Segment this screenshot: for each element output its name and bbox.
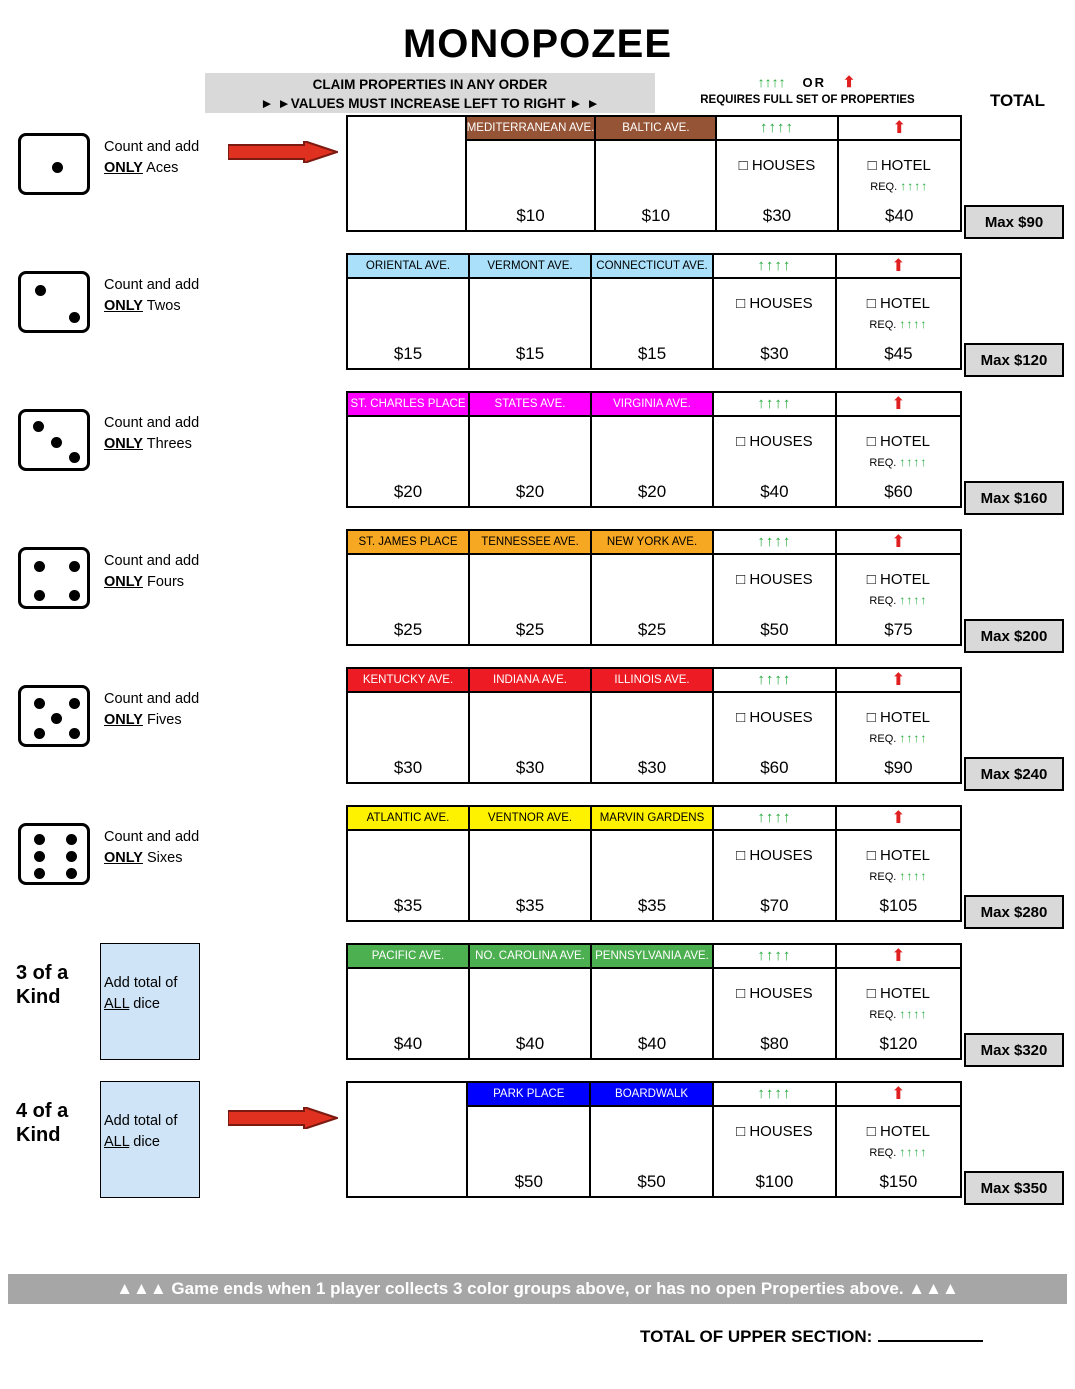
hotel-value: $120 <box>879 1034 918 1053</box>
houses-label: □ HOUSES <box>736 295 813 312</box>
property-name: PENNSYLVANIA AVE. <box>592 945 712 969</box>
die-icon-1 <box>18 133 98 195</box>
property-value: $15 <box>393 344 423 363</box>
property-cell[interactable] <box>470 669 592 782</box>
row-instruction: Add total of ALL dice <box>104 975 178 1012</box>
property-cell[interactable] <box>348 945 470 1058</box>
score-row <box>0 1081 1075 1212</box>
row-instruction: Count and add ONLY Fives <box>104 691 200 728</box>
property-name: VIRGINIA AVE. <box>592 393 712 417</box>
hotel-icon: ⬆ <box>837 945 960 969</box>
row-grid <box>346 1081 962 1198</box>
property-cell[interactable] <box>470 945 592 1058</box>
requirement-icons <box>655 73 960 92</box>
property-cell[interactable] <box>592 945 714 1058</box>
property-value: $40 <box>393 1034 423 1053</box>
property-value: $20 <box>637 482 667 501</box>
property-name: KENTUCKY AVE. <box>348 669 468 693</box>
houses-value: $100 <box>755 1172 794 1191</box>
property-value: $20 <box>393 482 423 501</box>
property-value: $35 <box>515 896 545 915</box>
row-instruction: Count and add ONLY Threes <box>104 415 200 452</box>
hotel-value: $40 <box>885 206 914 225</box>
hotel-label: □ HOTEL <box>866 985 931 1002</box>
row-grid <box>346 253 962 370</box>
score-row <box>0 391 1075 522</box>
property-cell[interactable] <box>467 117 597 230</box>
total-column-label: TOTAL <box>989 91 1046 110</box>
property-value: $50 <box>637 1172 666 1191</box>
hotel-cell[interactable] <box>837 669 960 782</box>
property-value: $30 <box>637 758 667 777</box>
property-cell[interactable] <box>348 531 470 644</box>
row-kind-label: 4 of a Kind <box>16 1100 69 1146</box>
hotel-icon: ⬆ <box>837 393 960 417</box>
houses-value: $50 <box>760 620 789 639</box>
hotel-icon: ⬆ <box>837 669 960 693</box>
property-value: $10 <box>516 206 545 225</box>
hotel-requirement: REQ. ↑↑↑↑ <box>869 455 928 469</box>
property-name: STATES AVE. <box>470 393 590 417</box>
hotel-value: $150 <box>879 1172 918 1191</box>
property-cell[interactable] <box>348 669 470 782</box>
property-value: $25 <box>637 620 667 639</box>
property-value: $50 <box>514 1172 543 1191</box>
hotel-icon: ⬆ <box>842 74 858 91</box>
property-name: INDIANA AVE. <box>470 669 590 693</box>
houses-cell[interactable] <box>717 117 838 230</box>
property-cell[interactable] <box>470 255 592 368</box>
houses-cell[interactable] <box>714 255 837 368</box>
hotel-icon: ⬆ <box>837 1083 960 1107</box>
hotel-cell[interactable] <box>837 255 960 368</box>
property-cell[interactable] <box>592 669 714 782</box>
score-row <box>0 667 1075 798</box>
row-kind-label: 3 of a Kind <box>16 962 69 1008</box>
hotel-label: □ HOTEL <box>866 433 931 450</box>
game-end-banner: ▲▲▲ Game ends when 1 player collects 3 color groups above, or has no open Properties above. ▲▲▲ <box>8 1274 1067 1304</box>
claim-line-2: ► ►VALUES MUST INCREASE LEFT TO RIGHT ► ► <box>260 96 600 111</box>
row-max-total[interactable]: Max $200 <box>964 619 1064 653</box>
row-grid <box>346 667 962 784</box>
property-name: ST. JAMES PLACE <box>348 531 468 555</box>
property-value: $40 <box>637 1034 667 1053</box>
property-cell[interactable] <box>470 531 592 644</box>
houses-icon: ↑↑↑↑ <box>714 669 835 693</box>
die-icon-4 <box>18 547 98 609</box>
houses-icon: ↑↑↑↑ <box>714 393 835 417</box>
score-row <box>0 115 1075 246</box>
requirement-subtext: REQUIRES FULL SET OF PROPERTIES <box>700 94 915 106</box>
property-cell[interactable] <box>348 255 470 368</box>
property-name: PACIFIC AVE. <box>348 945 468 969</box>
hotel-requirement: REQ. ↑↑↑↑ <box>869 731 928 745</box>
houses-icon: ↑↑↑↑ <box>757 74 786 90</box>
score-row <box>0 529 1075 660</box>
property-name: MARVIN GARDENS <box>592 807 712 831</box>
property-name: PARK PLACE <box>468 1083 589 1107</box>
hotel-label: □ HOTEL <box>867 157 931 174</box>
row-grid <box>346 805 962 922</box>
row-max-total[interactable]: Max $90 <box>964 205 1064 239</box>
total-upper-section <box>640 1327 983 1347</box>
row-max-total[interactable]: Max $280 <box>964 895 1064 929</box>
total-upper-blank[interactable] <box>878 1340 983 1342</box>
property-value: $30 <box>393 758 423 777</box>
property-value: $25 <box>393 620 423 639</box>
property-cell[interactable] <box>470 393 592 506</box>
hotel-requirement: REQ. ↑↑↑↑ <box>869 869 928 883</box>
hotel-icon: ⬆ <box>837 255 960 279</box>
row-instruction: Count and add ONLY Twos <box>104 277 200 314</box>
houses-icon: ↑↑↑↑ <box>717 117 836 141</box>
hotel-requirement: REQ. ↑↑↑↑ <box>869 1145 928 1159</box>
hotel-cell[interactable] <box>837 945 960 1058</box>
property-value: $25 <box>515 620 545 639</box>
houses-icon: ↑↑↑↑ <box>714 531 835 555</box>
empty-cell[interactable] <box>348 117 467 230</box>
hotel-icon: ⬆ <box>837 807 960 831</box>
page-title: MONOPOZEE <box>402 22 673 66</box>
row-instruction: Count and add ONLY Aces <box>104 139 200 176</box>
houses-cell[interactable] <box>714 945 837 1058</box>
property-cell[interactable] <box>348 807 470 920</box>
property-value: $15 <box>515 344 545 363</box>
hotel-requirement: REQ. ↑↑↑↑ <box>870 179 929 193</box>
houses-value: $70 <box>760 896 789 915</box>
hotel-value: $105 <box>879 896 918 915</box>
row-max-total[interactable]: Max $160 <box>964 481 1064 515</box>
row-max-total[interactable]: Max $120 <box>964 343 1064 377</box>
property-cell[interactable] <box>592 255 714 368</box>
die-icon-2 <box>18 271 98 333</box>
row-max-total[interactable]: Max $320 <box>964 1033 1064 1067</box>
houses-value: $30 <box>762 206 792 225</box>
hotel-requirement: REQ. ↑↑↑↑ <box>869 1007 928 1021</box>
property-name: NO. CAROLINA AVE. <box>470 945 590 969</box>
houses-cell[interactable] <box>714 393 837 506</box>
total-upper-label: TOTAL OF UPPER SECTION: <box>640 1327 873 1346</box>
property-value: $10 <box>641 206 671 225</box>
hotel-value: $60 <box>884 482 913 501</box>
houses-value: $30 <box>760 344 789 363</box>
score-row <box>0 805 1075 936</box>
property-cell[interactable] <box>592 531 714 644</box>
property-value: $35 <box>393 896 423 915</box>
houses-icon: ↑↑↑↑ <box>714 807 835 831</box>
houses-label: □ HOUSES <box>736 433 813 450</box>
hotel-label: □ HOTEL <box>866 847 931 864</box>
claim-line-1: CLAIM PROPERTIES IN ANY ORDER <box>312 77 548 92</box>
row-max-total[interactable]: Max $350 <box>964 1171 1064 1205</box>
hotel-cell[interactable] <box>837 531 960 644</box>
houses-cell[interactable] <box>714 807 837 920</box>
requirement-block <box>655 73 960 106</box>
houses-icon: ↑↑↑↑ <box>714 1083 835 1107</box>
row-max-total[interactable]: Max $240 <box>964 757 1064 791</box>
hotel-cell[interactable] <box>837 807 960 920</box>
property-name: CONNECTICUT AVE. <box>592 255 712 279</box>
or-label: OR <box>802 75 826 90</box>
hotel-icon: ⬆ <box>837 531 960 555</box>
houses-cell[interactable] <box>714 1083 837 1196</box>
property-cell[interactable] <box>596 117 717 230</box>
property-name: NEW YORK AVE. <box>592 531 712 555</box>
houses-label: □ HOUSES <box>736 847 813 864</box>
direction-arrow-icon <box>228 141 338 163</box>
header-band <box>0 73 1075 115</box>
property-cell[interactable] <box>468 1083 591 1196</box>
property-value: $40 <box>515 1034 545 1053</box>
row-grid <box>346 943 962 1060</box>
property-name: ORIENTAL AVE. <box>348 255 468 279</box>
die-icon-6 <box>18 823 98 885</box>
hotel-icon: ⬆ <box>839 117 960 141</box>
houses-cell[interactable] <box>714 669 837 782</box>
hotel-value: $90 <box>884 758 913 777</box>
direction-arrow-icon <box>228 1107 338 1129</box>
row-grid <box>346 115 962 232</box>
hotel-cell[interactable] <box>837 1083 960 1196</box>
hotel-requirement: REQ. ↑↑↑↑ <box>869 593 928 607</box>
row-instruction: Count and add ONLY Sixes <box>104 829 200 866</box>
hotel-cell[interactable] <box>837 393 960 506</box>
hotel-label: □ HOTEL <box>866 1123 931 1140</box>
property-name: VENTNOR AVE. <box>470 807 590 831</box>
houses-label: □ HOUSES <box>736 985 813 1002</box>
score-row <box>0 943 1075 1074</box>
houses-icon: ↑↑↑↑ <box>714 945 835 969</box>
property-name: MEDITERRANEAN AVE. <box>467 117 595 141</box>
row-grid <box>346 391 962 508</box>
property-name: TENNESSEE AVE. <box>470 531 590 555</box>
property-name: ILLINOIS AVE. <box>592 669 712 693</box>
die-icon-3 <box>18 409 98 471</box>
property-value: $20 <box>515 482 545 501</box>
property-value: $15 <box>637 344 667 363</box>
property-cell[interactable] <box>348 393 470 506</box>
houses-icon: ↑↑↑↑ <box>714 255 835 279</box>
houses-cell[interactable] <box>714 531 837 644</box>
claim-banner <box>205 73 655 113</box>
houses-value: $40 <box>760 482 789 501</box>
houses-value: $60 <box>760 758 789 777</box>
property-cell[interactable] <box>470 807 592 920</box>
houses-label: □ HOUSES <box>736 571 813 588</box>
hotel-label: □ HOTEL <box>866 295 931 312</box>
property-cell[interactable] <box>592 393 714 506</box>
row-instruction: Add total of ALL dice <box>104 1113 178 1150</box>
hotel-requirement: REQ. ↑↑↑↑ <box>869 317 928 331</box>
row-grid <box>346 529 962 646</box>
die-icon-5 <box>18 685 98 747</box>
property-value: $35 <box>637 896 667 915</box>
houses-value: $80 <box>760 1034 789 1053</box>
hotel-label: □ HOTEL <box>866 571 931 588</box>
property-name: ST. CHARLES PLACE <box>348 393 468 417</box>
property-name: BALTIC AVE. <box>596 117 715 141</box>
houses-label: □ HOUSES <box>738 157 816 174</box>
score-row <box>0 253 1075 384</box>
hotel-value: $75 <box>884 620 913 639</box>
property-name: ATLANTIC AVE. <box>348 807 468 831</box>
property-cell[interactable] <box>592 807 714 920</box>
row-instruction: Count and add ONLY Fours <box>104 553 200 590</box>
hotel-label: □ HOTEL <box>866 709 931 726</box>
property-cell[interactable] <box>591 1083 714 1196</box>
property-value: $30 <box>515 758 545 777</box>
property-name: VERMONT AVE. <box>470 255 590 279</box>
empty-cell[interactable] <box>348 1083 468 1196</box>
houses-label: □ HOUSES <box>736 709 813 726</box>
property-name: BOARDWALK <box>591 1083 712 1107</box>
hotel-cell[interactable] <box>839 117 960 230</box>
houses-label: □ HOUSES <box>736 1123 813 1140</box>
hotel-value: $45 <box>884 344 913 363</box>
